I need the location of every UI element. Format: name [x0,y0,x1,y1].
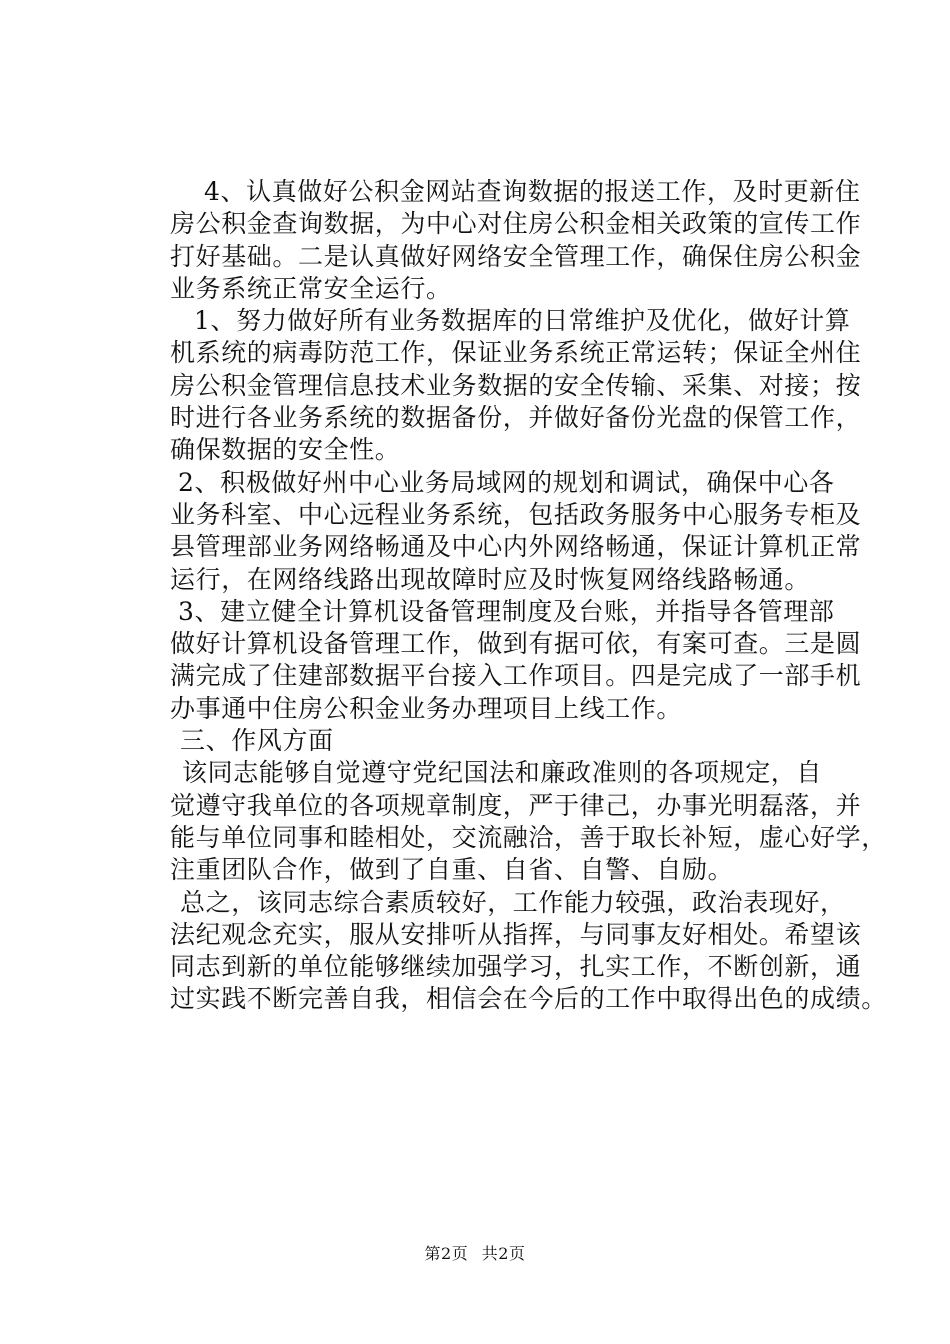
paragraph-line: 县管理部业务网络畅通及中心内外网络畅通，保证计算机正常 [170,532,862,562]
paragraph-line: 房公积金查询数据，为中心对住房公积金相关政策的宣传工作 [170,209,862,239]
page-footer [0,1244,950,1264]
paragraph-line: 业务科室、中心远程业务系统，包括政务服务中心服务专柜及 [170,499,862,529]
paragraph-line: 2、积极做好州中心业务局域网的规划和调试，确保中心各 [178,467,835,497]
paragraph-line: 房公积金管理信息技术业务数据的安全传输、采集、对接；按 [170,370,862,400]
page-total: 共2页 [481,1244,526,1263]
paragraph-line: 过实践不断完善自我，相信会在今后的工作中取得出色的成绩。 [170,984,887,1014]
page-number: 第2页 [424,1244,469,1263]
paragraph-line: 打好基础。二是认真做好网络安全管理工作，确保住房公积金 [170,241,862,271]
paragraph-line: 机系统的病毒防范工作，保证业务系统正常运转；保证全州住 [170,338,862,368]
paragraph-line: 3、建立健全计算机设备管理制度及台账，并指导各管理部 [178,596,835,626]
paragraph-line: 能与单位同事和睦相处，交流融洽，善于取长补短，虚心好学， [170,822,887,852]
paragraph-line: 确保数据的安全性。 [170,435,401,465]
paragraph-line: 4、认真做好公积金网站查询数据的报送工作，及时更新住 [204,177,861,206]
paragraph-line: 同志到新的单位能够继续加强学习，扎实工作，不断创新，通 [170,952,862,982]
paragraph-line: 注重团队合作，做到了自重、自省、自警、自励。 [170,855,734,885]
paragraph-line: 办事通中住房公积金业务办理项目上线工作。 [170,693,683,723]
paragraph-line: 满完成了住建部数据平台接入工作项目。四是完成了一部手机 [170,661,862,691]
paragraph-line: 法纪观念充实，服从安排听从指挥，与同事友好相处。希望该 [170,919,862,949]
paragraph-line: 业务系统正常安全运行。 [170,273,452,303]
paragraph-line: 时进行各业务系统的数据备份，并做好备份光盘的保管工作， [170,403,862,433]
document-body [170,176,887,1016]
section-heading: 三、作风方面 [180,726,334,756]
paragraph-line: 觉遵守我单位的各项规章制度，严于律己，办事光明磊落，并 [170,790,862,820]
paragraph-line: 1、努力做好所有业务数据库的日常维护及优化，做好计算 [194,306,851,336]
paragraph-line: 运行，在网络线路出现故障时应及时恢复网络线路畅通。 [170,564,811,594]
paragraph-line: 该同志能够自觉遵守党纪国法和廉政准则的各项规定，自 [182,758,823,788]
paragraph-line: 总之，该同志综合素质较好，工作能力较强，政治表现好， [180,887,846,917]
paragraph-line: 做好计算机设备管理工作，做到有据可依，有案可查。三是圆 [170,629,862,659]
